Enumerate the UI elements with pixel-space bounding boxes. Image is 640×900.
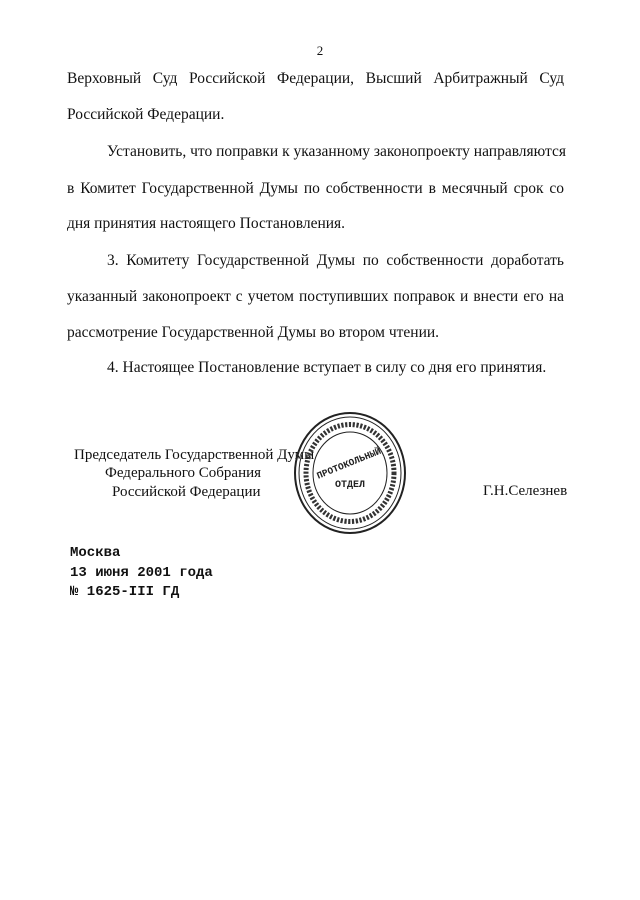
body-line-2: Российской Федерации. [67,106,225,123]
signatory-title-line-1: Председатель Государственной Думы [74,447,315,463]
signatory-title-line-2: Федерального Собрания [105,465,262,481]
body-line-9: 4. Настоящее Постановление вступает в силу со дня его принятия. [107,359,547,376]
body-line-5: дня принятия настоящего Постановления. [67,215,346,232]
body-line-7: указанный законопроект с учетом поступивших поправок и внести его на [67,288,564,305]
footer-number: № 1625-III ГД [70,584,180,600]
stamp-text-bottom: ОТДЕЛ [334,480,366,491]
signatory-name: Г.Н.Селезнев [483,483,568,499]
signatory-title-line-3: Российской Федерации [112,484,261,500]
page-number: 2 [316,43,324,58]
official-stamp [292,410,408,536]
body-line-6: 3. Комитету Государственной Думы по собственности доработать [107,252,564,269]
stamp-text-top: ПРОТОКОЛЬНЫЙ [315,445,383,482]
body-line-4: в Комитет Государственной Думы по собственности в месячный срок со [67,180,564,197]
body-line-1: Верховный Суд Российской Федерации, Высший Арбитражный Суд [67,70,564,87]
footer-city: Москва [70,545,121,561]
footer-date: 13 июня 2001 года [70,565,213,581]
body-line-3: Установить, что поправки к указанному законопроекту направляются [107,143,567,160]
body-line-8: рассмотрение Государственной Думы во втором чтении. [67,324,440,341]
